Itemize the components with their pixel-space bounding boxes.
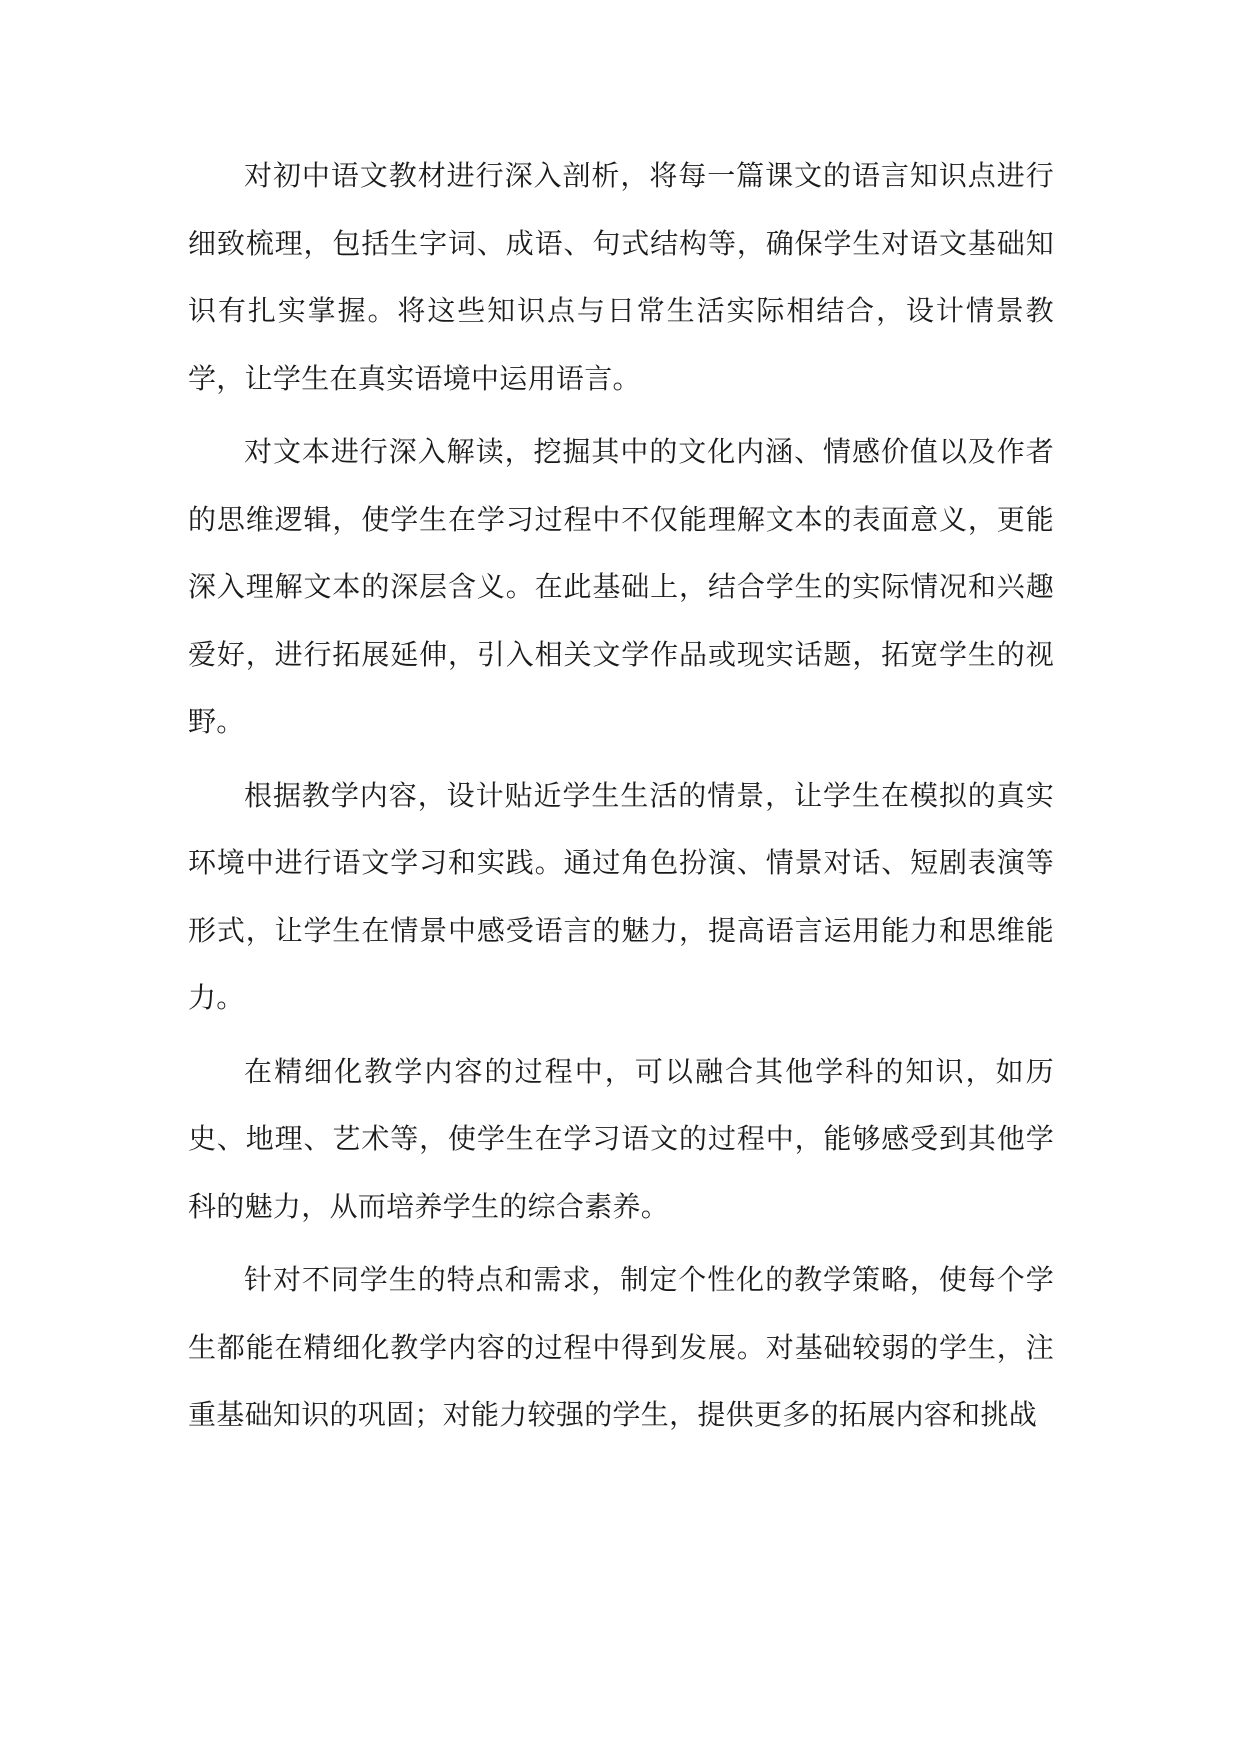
paragraph-1: 对初中语文教材进行深入剖析，将每一篇课文的语言知识点进行细致梳理，包括生字词、成语、句式结构等，确保学生对语文基础知识有扎实掌握。将这些知识点与日常生活实际相结合，设计情景教学，让学生在真实语境中运用语言。 <box>188 159 1054 395</box>
paragraph-2: 对文本进行深入解读，挖掘其中的文化内涵、情感价值以及作者的思维逻辑，使学生在学习过程中不仅能理解文本的表面意义，更能深入理解文本的深层含义。在此基础上，结合学生的实际情况和兴趣爱好，进行拓展延伸，引入相关文学作品或现实话题，拓宽学生的视野。 <box>188 435 1054 738</box>
paragraph-5: 针对不同学生的特点和需求，制定个性化的教学策略，使每个学生都能在精细化教学内容的过程中得到发展。对基础较弱的学生，注重基础知识的巩固；对能力较强的学生，提供更多的拓展内容和挑战 <box>188 1263 1054 1431</box>
document-body <box>188 142 1054 1455</box>
paragraph-3: 根据教学内容，设计贴近学生生活的情景，让学生在模拟的真实环境中进行语文学习和实践。通过角色扮演、情景对话、短剧表演等形式，让学生在情景中感受语言的魅力，提高语言运用能力和思维能力。 <box>188 778 1054 1014</box>
paragraph-4: 在精细化教学内容的过程中，可以融合其他学科的知识，如历史、地理、艺术等，使学生在学习语文的过程中，能够感受到其他学科的魅力，从而培养学生的综合素养。 <box>188 1054 1054 1223</box>
